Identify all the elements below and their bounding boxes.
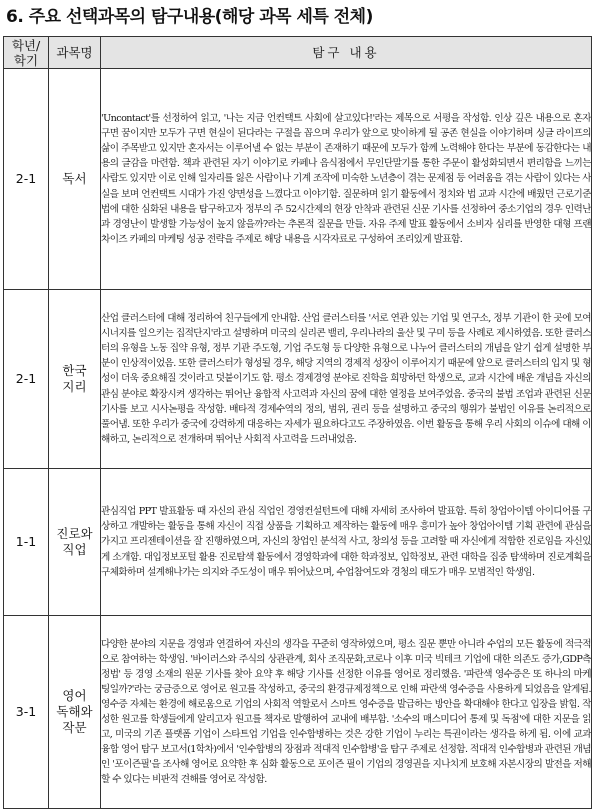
table-row: [4, 69, 592, 290]
header-grade: 학년/ 학기: [4, 37, 49, 69]
table-row: [4, 616, 592, 809]
header-content: 탐구 내용: [101, 37, 592, 69]
table-row: [4, 290, 592, 469]
subject-cell: 진로와 직업: [49, 469, 101, 616]
grade-cell: 1-1: [4, 469, 49, 616]
subject-cell: 한국 지리: [49, 290, 101, 469]
content-cell: [101, 69, 592, 290]
content-text: 'Uncontact'를 선정하여 읽고, '나는 지금 언컨택트 사회에 살고있다!'라는 제목으로 서평을 작성함. 인상 깊은 내용으로 혼자 구면 꿈이지만 모두가 구면 현실이 된다라는 구절을 꼽으며 우리가 앞으로 맞이하게 될 공존 현실을 이야기하며 싱글 라이프의 삶이 주목받고 있지만 혼자서는 이루어낼 수 없는 부분이 존재하기 때문에 모두가 함께 노력해야 한다는 부분에 동감한다는 내용의 글감을 마련함. 책과 관련된 자기 이야기로 카페나 음식점에서 무인단말기를 통한 주문이 활성화되면서 편리함을 느끼는 사람도 있지만 이로 인해 일자리를 잃은 사람이나 기계 조작에 미숙한 노년층이 겪는 문제점 등 어려움을 겪는 사람이 있다는 사실을 보며 언컨택트 시대가 가진 양면성을 느꼈다고 이야기함. 질문하며 읽기 활동에서 정치와 법 교과 시간에 배웠던 근로기준법에 대한 심화된 내용을 탐구하고자 정부의 주 52시간제의 현장 안착과 관련된 신문 기사를 선정하여 중소기업의 경우 인력난과 경영난이 발생할 가능성이 높지 않을까?라는 추론적 질문을 만들. 자유 주제 발표 활동에서 소비자 심리를 반영한 대형 프랜차이즈 카페의 마케팅 성공 전략을 주제로 해당 내용을 시각자료로 구성하여 조리있게 발표함.: [101, 113, 591, 245]
content-text: 관심직업 PPT 발표활동 때 자신의 관심 직업인 경영컨설턴트에 대해 자세히 조사하여 발표함. 특히 창업아이템 아이디어를 구상하고 개발하는 활동을 통해 자신이 직접 상품을 기획하고 제작하는 활동에 매우 흥미가 높아 창업아이템 기획 관련에 관심을 가지고 프리젠테이션을 잘 진행하였으며, 자신의 창업인 분석적 사고, 창의성 등을 고려할 때 자신에게 적합한 진로임을 자신있게 소개함. 대입정보포털 활용 진로탐색 활동에서 경영학과에 대한 학과정보, 입학정보, 관련 대학을 집중 탐색하며 진로계획을 구체화하며 설계해나가는 의지와 주도성이 매우 뛰어났으며, 수업참여도와 경청의 태도가 매우 모범적인 학생임.: [101, 506, 591, 578]
grade-cell: 2-1: [4, 69, 49, 290]
content-text: 다양한 분야의 지문을 경영과 연결하여 자신의 생각을 꾸준히 영작하였으며, 평소 질문 뿐만 아니라 수업의 모든 활동에 적극적으로 참여하는 학생임. '바이러스와 주식의 상관관계, 회사 조직문화,코로나 이후 미국 빅테크 기업에 대한 의존도 증가,GDP측정법' 등 경영 소재의 원문 기사를 찾아 요약 후 해당 기사를 선정한 이유를 영어로 정리했음. '파란색 영수증은 또 하나의 마케팅일까?'라는 궁금증으로 영어로 원고를 작성하고, 중국의 환경규제정책으로 인해 파란색 영수증을 사용하게 되었음을 알게됨. 영수증 자체는 환경에 해로움으로 기업의 사회적 역할로서 스마트 영수증을 발급하는 방안을 확대해야 한다고 입장을 밝힘. 작성한 원고를 학생들에게 알리고자 원고를 책자로 발행하여 교내에 배부함. '소수의 매스미디어 통제 및 독점'에 대한 지문을 읽고, 미국의 기존 플랫폼 기업이 스타트업 기업을 인수합병하는 것은 강한 기업이 누리는 특권이라는 생각을 하게 됨. 이에 교과 융합 영어 탐구 보고서(1학차)에서 '인수합병의 장점과 적대적 인수합병'을 탐구 주제로 선정함. 적대적 인수합병과 관련된 개념인 '포이즌필'을 조사해 영어로 요약한 후 심화 활동으로 포이즌 필이 기업의 경영권을 지나치게 보호해 자본시장의 발전을 저해 할 수 있다는 비판적 견해를 영어로 작성함.: [101, 638, 591, 786]
subject-cell: 영어 독해와 작문: [49, 616, 101, 809]
subject-cell: 독서: [49, 69, 101, 290]
content-cell: [101, 290, 592, 469]
header-subject: 과목명: [49, 37, 101, 69]
content-cell: [101, 469, 592, 616]
table-row: [4, 469, 592, 616]
content-cell: [101, 616, 592, 809]
inquiry-table: [3, 36, 592, 809]
grade-cell: 2-1: [4, 290, 49, 469]
grade-cell: 3-1: [4, 616, 49, 809]
content-text: 산업 클러스터에 대해 정리하여 친구들에게 안내함. 산업 클러스터를 '서로 연관 있는 기업 및 연구소, 정부 기관이 한 곳에 모여 시너지를 일으키는 집적단지'라고 설명하며 미국의 실리콘 밸리, 우리나라의 울산 및 구미 등을 사례로 제시하였음. 또한 클러스터의 유형을 노동 집약 유형, 정부 기관 주도형, 기업 주도형 등 다양한 유형으로 나누어 클러스터의 개념을 알기 쉽게 설명한 부분이 인상적이었음. 또한 클러스터가 형성될 경우, 해당 지역의 경제적 성장이 이루어지기 때문에 앞으로 클러스터의 입지 및 형성이 더욱 중요해질 것이라고 덧붙이기도 함. 평소 경제경영 분야로 진학을 희망하던 학생으로, 교과 시간에 배운 개념을 자신의 관심 분야로 확장시켜 생각하는 뛰어난 융합적 사고력과 자신의 꿈에 대한 열정을 보여주었음. 중국의 불법 조업과 관련된 신문기사를 보고 시사논평을 작성함. 배타적 경제수역의 정의, 범위, 권리 등을 설명하고 중국의 행위가 불법인 이유를 논리적으로 풀어냄. 또한 우리가 중국에 강력하게 대응하는 자세가 필요하다고도 주장하였음. 이번 활동을 통해 우리 사회의 이슈에 대해 이해하고, 논리적으로 전개하며 뛰어난 사회적 사고력을 드러내었음.: [101, 313, 591, 445]
header-row: [4, 37, 592, 69]
section-title: 6. 주요 선택과목의 탐구내용(해당 과목 세특 전체): [6, 7, 373, 27]
